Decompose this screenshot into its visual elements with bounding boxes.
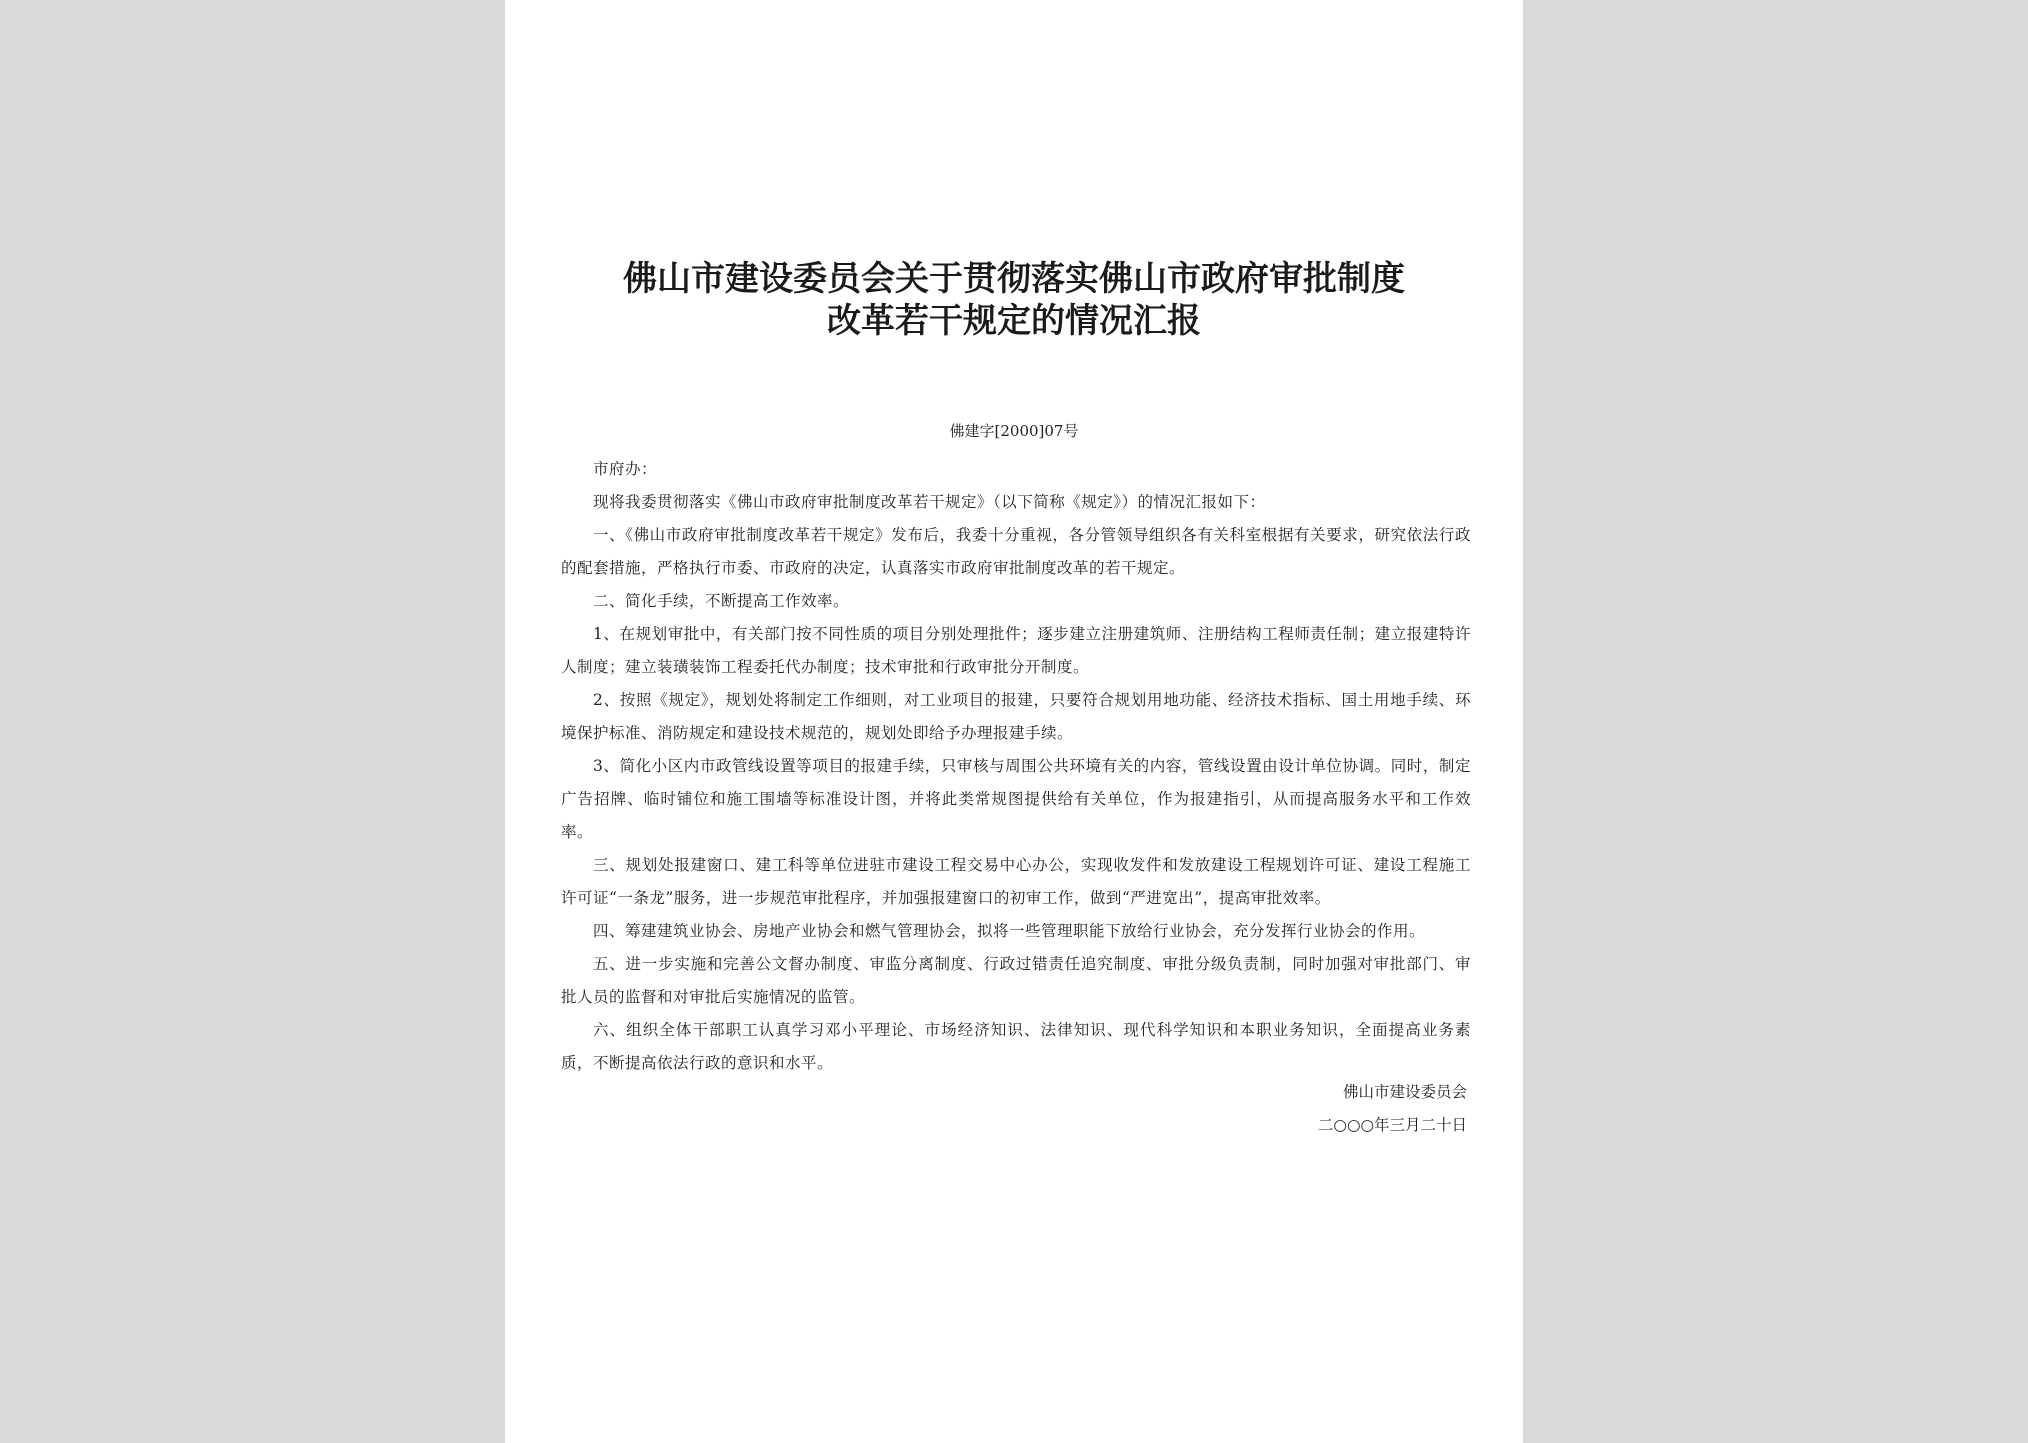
- addressee: 市府办：: [593, 460, 658, 478]
- paragraph: 3、简化小区内市政管线设置等项目的报建手续，只审核与周围公共环境有关的内容，管线设置由设计单位协调。同时，制定广告招牌、临时铺位和施工围墙等标准设计图，并将此类常规图提供给有关单位，作为报建指引，从而提高服务水平和工作效率。: [561, 757, 1471, 841]
- document-number: 佛建字[2000]07号: [949, 422, 1079, 440]
- paragraph: 二、简化手续，不断提高工作效率。: [593, 592, 850, 610]
- signature-date: 二○○○年三月二十日: [1317, 1116, 1467, 1134]
- signature-organization: 佛山市建设委员会: [1342, 1083, 1467, 1101]
- paragraph: 一、《佛山市政府审批制度改革若干规定》发布后，我委十分重视，各分管领导组织各有关科室根据有关要求，研究依法行政的配套措施，严格执行市委、市政府的决定，认真落实市政府审批制度改革的若干规定。: [561, 526, 1471, 577]
- paragraph: 现将我委贯彻落实《佛山市政府审批制度改革若干规定》（以下简称《规定》）的情况汇报如下：: [593, 493, 1266, 511]
- title-line-2: 改革若干规定的情况汇报: [827, 301, 1201, 341]
- document-body: [561, 453, 1471, 1080]
- signature-block: [1318, 1076, 1467, 1142]
- paragraph: 1、在规划审批中，有关部门按不同性质的项目分别处理批件；逐步建立注册建筑师、注册结构工程师责任制；建立报建特许人制度；建立装璜装饰工程委托代办制度；技术审批和行政审批分开制度。: [561, 625, 1471, 676]
- paragraph: 2、按照《规定》，规划处将制定工作细则，对工业项目的报建，只要符合规划用地功能、经济技术指标、国土用地手续、环境保护标准、消防规定和建设技术规范的，规划处即给予办理报建手续。: [561, 691, 1471, 742]
- paragraph: 四、筹建建筑业协会、房地产业协会和燃气管理协会，拟将一些管理职能下放给行业协会，充分发挥行业协会的作用。: [593, 922, 1426, 940]
- paragraph: 三、规划处报建窗口、建工科等单位进驻市建设工程交易中心办公，实现收发件和发放建设工程规划许可证、建设工程施工许可证“一条龙”服务，进一步规范审批程序，并加强报建窗口的初审工作，做到“严进宽出”，提高审批效率。: [561, 856, 1471, 907]
- document-page: [505, 0, 1523, 1443]
- paragraph: 六、组织全体干部职工认真学习邓小平理论、市场经济知识、法律知识、现代科学知识和本职业务知识，全面提高业务素质，不断提高依法行政的意识和水平。: [561, 1021, 1471, 1072]
- document-title: [505, 258, 1523, 342]
- paragraph: 五、进一步实施和完善公文督办制度、审监分离制度、行政过错责任追究制度、审批分级负责制，同时加强对审批部门、审批人员的监督和对审批后实施情况的监管。: [561, 955, 1471, 1006]
- title-line-1: 佛山市建设委员会关于贯彻落实佛山市政府审批制度: [623, 259, 1405, 299]
